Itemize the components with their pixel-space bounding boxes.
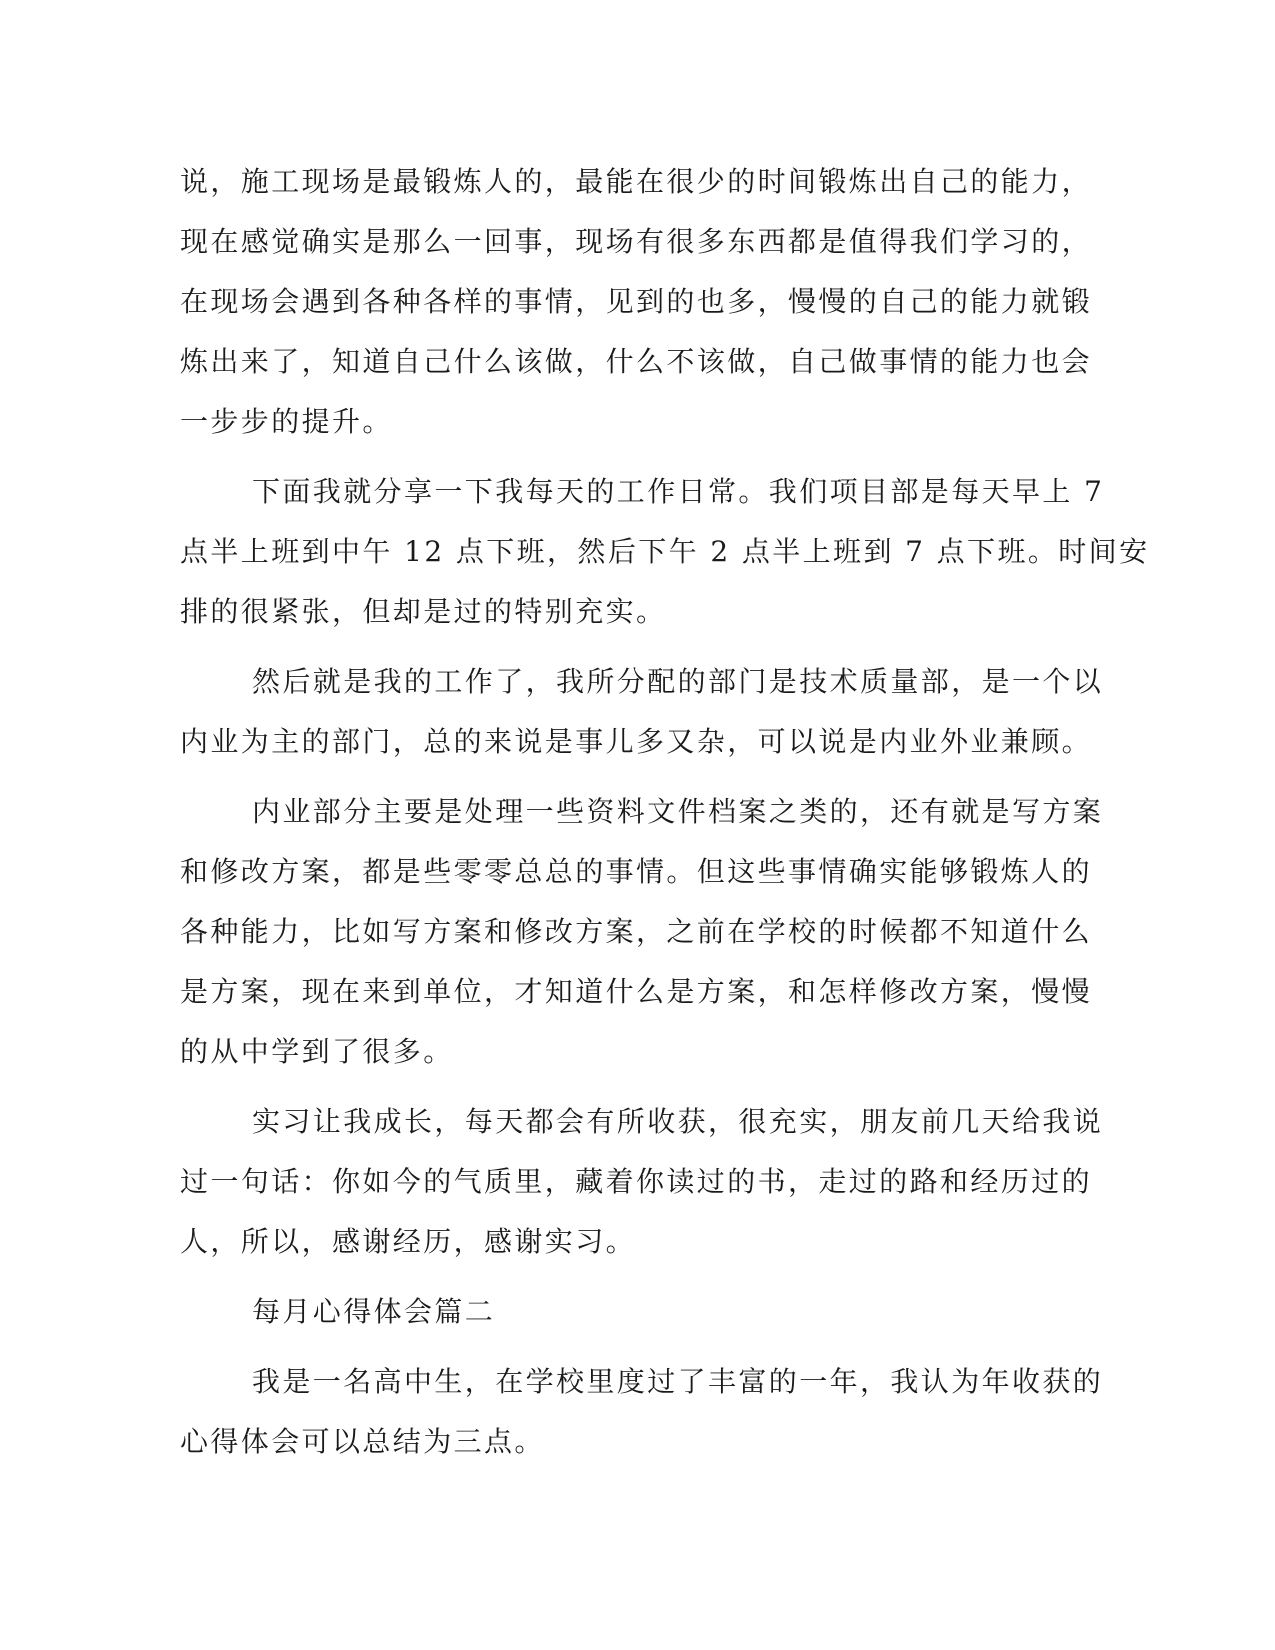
paragraph-4 bbox=[180, 782, 1104, 1082]
paragraph-line: 一步步的提升。 bbox=[180, 405, 393, 438]
section-heading-text: 每月心得体会篇二 bbox=[252, 1295, 496, 1328]
paragraph-line: 我是一名高中生，在学校里度过了丰富的一年，我认为年收获的 bbox=[252, 1365, 1104, 1398]
paragraph-line: 现在感觉确实是那么一回事，现场有很多东西都是值得我们学习的， bbox=[180, 225, 1093, 258]
paragraph-line: 内业为主的部门，总的来说是事儿多又杂，可以说是内业外业兼顾。 bbox=[180, 725, 1093, 758]
paragraph-2 bbox=[180, 462, 1150, 642]
document-body bbox=[180, 152, 1150, 1472]
paragraph-line: 和修改方案，都是些零零总总的事情。但这些事情确实能够锻炼人的 bbox=[180, 855, 1093, 888]
paragraph-line: 下面我就分享一下我每天的工作日常。我们项目部是每天早上 7 bbox=[252, 475, 1105, 508]
paragraph-line: 人，所以，感谢经历，感谢实习。 bbox=[180, 1225, 637, 1258]
paragraph-1 bbox=[180, 152, 1093, 452]
paragraph-line: 炼出来了，知道自己什么该做，什么不该做，自己做事情的能力也会 bbox=[180, 345, 1093, 378]
paragraph-line: 的从中学到了很多。 bbox=[180, 1035, 454, 1068]
paragraph-3 bbox=[180, 652, 1104, 772]
paragraph-line: 排的很紧张，但却是过的特别充实。 bbox=[180, 595, 667, 628]
paragraph-line: 过一句话：你如今的气质里，藏着你读过的书，走过的路和经历过的 bbox=[180, 1165, 1093, 1198]
section-heading bbox=[180, 1282, 1040, 1342]
paragraph-line: 点半上班到中午 12 点下班，然后下午 2 点半上班到 7 点下班。时间安 bbox=[180, 535, 1150, 568]
paragraph-line: 内业部分主要是处理一些资料文件档案之类的，还有就是写方案 bbox=[252, 795, 1104, 828]
paragraph-line: 然后就是我的工作了，我所分配的部门是技术质量部，是一个以 bbox=[252, 665, 1104, 698]
paragraph-line: 心得体会可以总结为三点。 bbox=[180, 1425, 545, 1458]
paragraph-line: 说，施工现场是最锻炼人的，最能在很少的时间锻炼出自己的能力， bbox=[180, 165, 1093, 198]
paragraph-7 bbox=[180, 1352, 1104, 1472]
paragraph-line: 是方案，现在来到单位，才知道什么是方案，和怎样修改方案，慢慢 bbox=[180, 975, 1093, 1008]
paragraph-line: 在现场会遇到各种各样的事情，见到的也多，慢慢的自己的能力就锻 bbox=[180, 285, 1093, 318]
paragraph-line: 各种能力，比如写方案和修改方案，之前在学校的时候都不知道什么 bbox=[180, 915, 1093, 948]
paragraph-5 bbox=[180, 1092, 1104, 1272]
paragraph-line: 实习让我成长，每天都会有所收获，很充实，朋友前几天给我说 bbox=[252, 1105, 1104, 1138]
